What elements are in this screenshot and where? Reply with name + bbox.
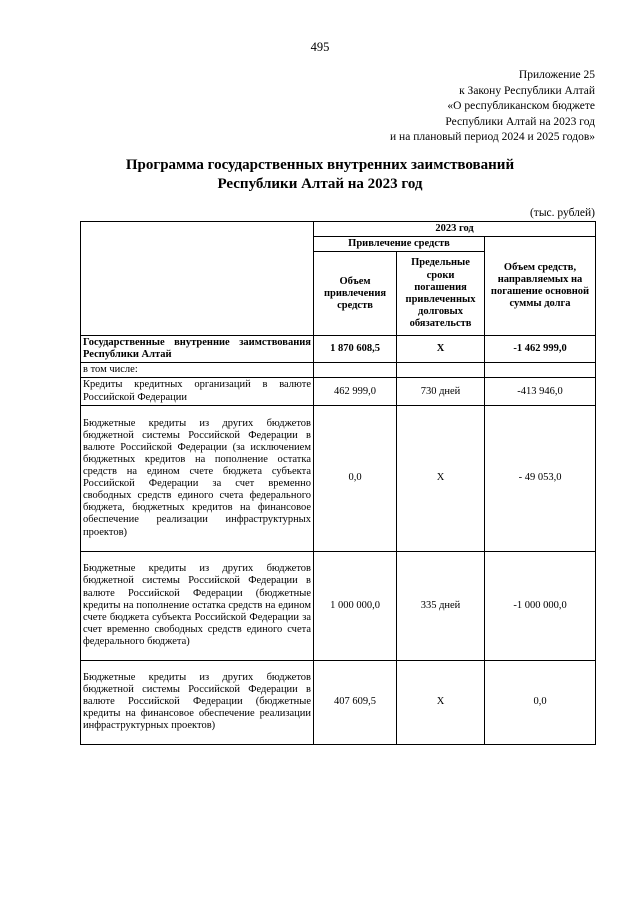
appendix-reference: [390, 68, 595, 146]
row-amount: 1 000 000,0: [314, 551, 397, 660]
row-repayment: -1 000 000,0: [485, 551, 596, 660]
borrowing-program-table: [80, 221, 596, 745]
row-term: X: [397, 336, 485, 363]
table-header-row: [81, 222, 596, 237]
units-label: (тыс. рублей): [529, 207, 595, 219]
row-name: Бюджетные кредиты из других бюджетов бюджетной системы Российской Федерации в валюте Российской Федерации (бюджетные кредиты на финансовое обеспечение реализации инфраструктурных проектов): [81, 660, 314, 744]
appendix-line: Приложение 25: [518, 69, 595, 81]
page-number: 495: [310, 40, 330, 54]
row-amount: 0,0: [314, 405, 397, 551]
appendix-line: к Закону Республики Алтай: [459, 84, 595, 97]
table-row: [81, 378, 596, 405]
table-row-total: [81, 336, 596, 363]
table-row: [81, 405, 596, 551]
appendix-line: Республики Алтай на 2023 год: [445, 115, 595, 128]
row-name: Бюджетные кредиты из других бюджетов бюджетной системы Российской Федерации в валюте Российской Федерации (бюджетные кредиты на пополнение остатка средств на едином счете бюджета субъекта Российской Федерации за счет временно свободных средств единого счета федерального бюджета): [81, 551, 314, 660]
row-repayment: - 49 053,0: [485, 405, 596, 551]
row-name: Государственные внутренние заимствования Республики Алтай: [81, 336, 314, 363]
document-title: [0, 156, 640, 194]
empty-cell: [397, 363, 485, 378]
table-row: [81, 551, 596, 660]
table-row-including: [81, 363, 596, 378]
row-amount: 462 999,0: [314, 378, 397, 405]
column-header-term: Предельные сроки погашения привлеченных долговых обязательств: [397, 252, 485, 336]
column-header-amount: Объем привлечения средств: [314, 252, 397, 336]
appendix-line: и на плановый период 2024 и 2025 годов»: [390, 131, 595, 144]
row-name: Бюджетные кредиты из других бюджетов бюджетной системы Российской Федерации в валюте Российской Федерации (за исключением бюджетных кредитов на пополнение остатка средств на едином счете бюджета субъекта Российской Федерации за счет временно свободных средств единого счета федерального бюджета, бюджетных кредитов на финансовое обеспечение реализации инфраструктурных проектов): [81, 405, 314, 551]
row-repayment: 0,0: [485, 660, 596, 744]
title-line: Республики Алтай на 2023 год: [217, 176, 423, 192]
empty-cell: [485, 363, 596, 378]
row-repayment: -413 946,0: [485, 378, 596, 405]
table-row: [81, 660, 596, 744]
empty-cell: [314, 363, 397, 378]
row-term: 730 дней: [397, 378, 485, 405]
row-term: X: [397, 660, 485, 744]
row-repayment: -1 462 999,0: [485, 336, 596, 363]
including-label: в том числе:: [81, 363, 314, 378]
row-name: Кредиты кредитных организаций в валюте Российской Федерации: [81, 378, 314, 405]
row-term: X: [397, 405, 485, 551]
year-header: 2023 год: [314, 222, 596, 237]
empty-header-cell: [81, 222, 314, 336]
row-term: 335 дней: [397, 551, 485, 660]
row-amount: 1 870 608,5: [314, 336, 397, 363]
row-amount: 407 609,5: [314, 660, 397, 744]
title-line: Программа государственных внутренних заимствований: [125, 157, 515, 173]
group-header: Привлечение средств: [314, 237, 485, 252]
column-header-repayment: Объем средств, направляемых на погашение основной суммы долга: [485, 237, 596, 336]
appendix-line: «О республиканском бюджете: [447, 100, 595, 113]
